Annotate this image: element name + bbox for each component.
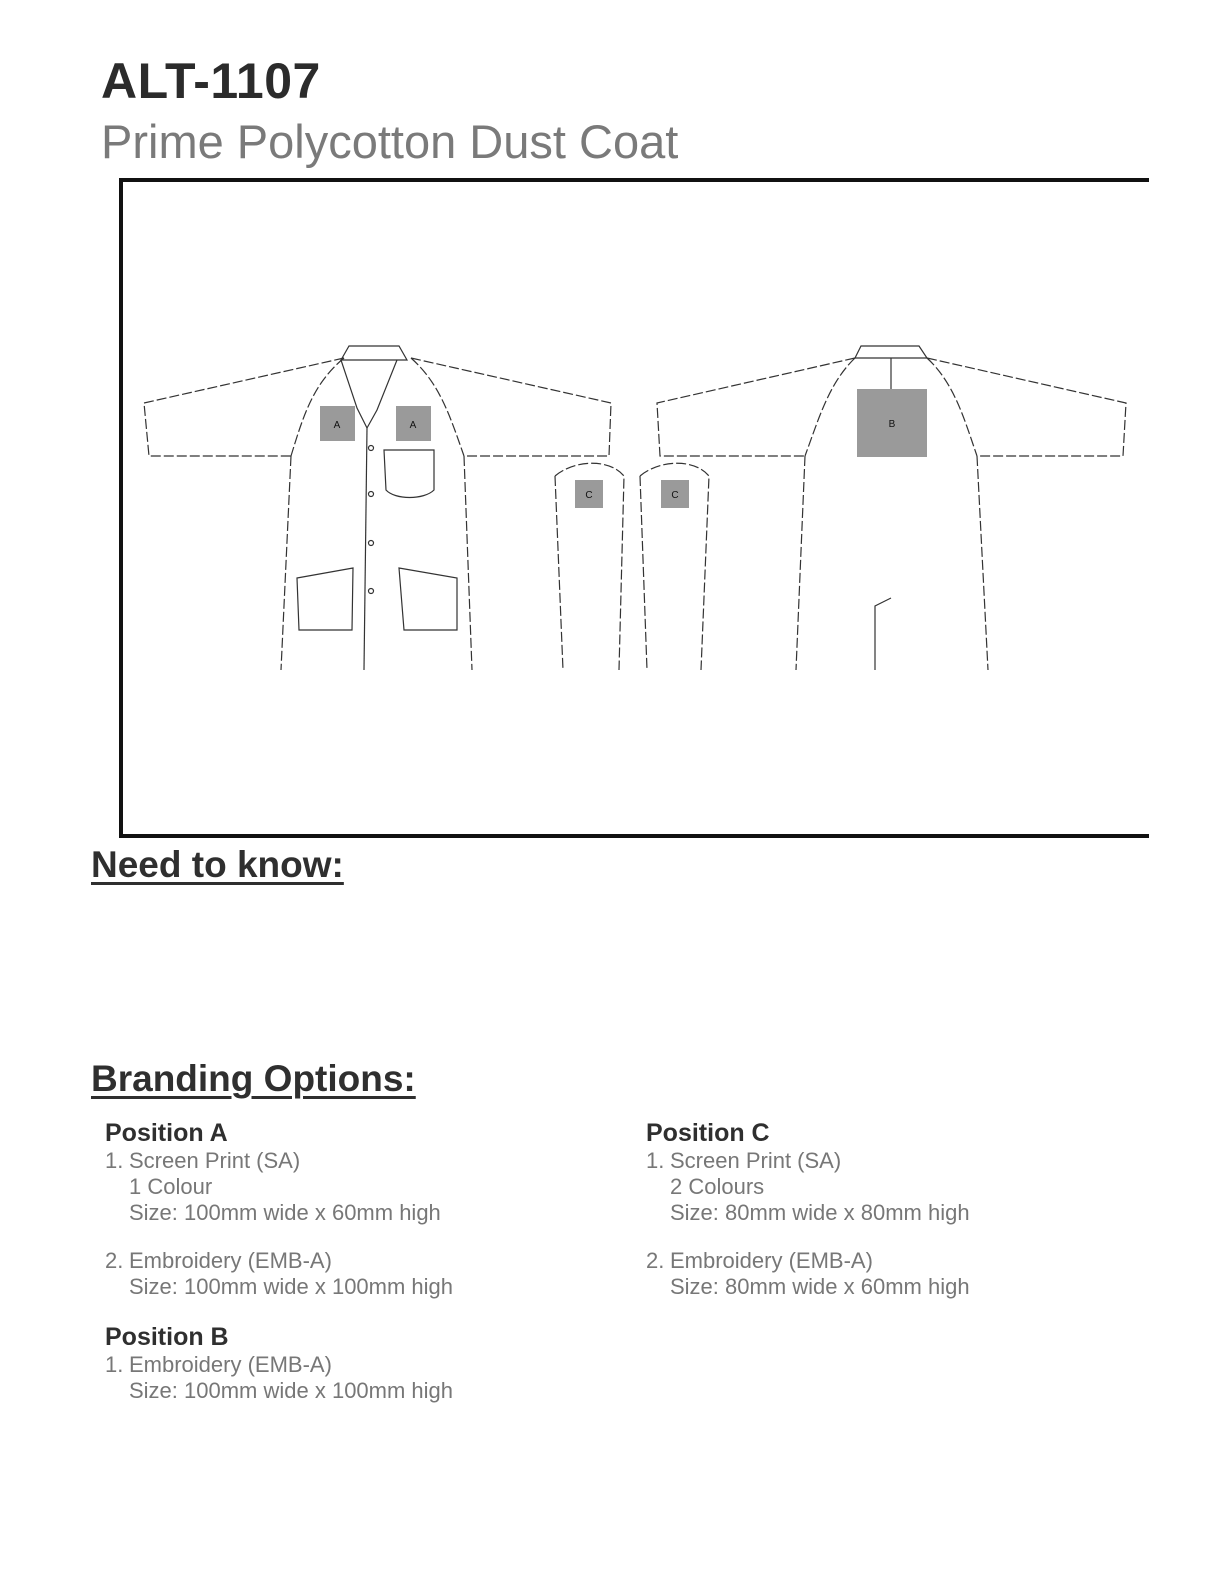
position-c-option-1 xyxy=(646,1148,1166,1226)
option-method: Screen Print (SA) xyxy=(129,1148,301,1173)
branding-column-left xyxy=(105,1118,625,1426)
garment-diagram xyxy=(119,178,1159,838)
option-method: Embroidery (EMB-A) xyxy=(129,1248,332,1273)
option-colours: 1 Colour xyxy=(129,1174,213,1199)
position-a-option-2 xyxy=(105,1248,625,1300)
branding-options-heading: Branding Options: xyxy=(91,1058,416,1099)
option-size: Size: 80mm wide x 60mm high xyxy=(670,1274,970,1299)
option-number: 1. xyxy=(105,1352,124,1377)
position-a-title: Position A xyxy=(105,1119,228,1147)
option-number: 2. xyxy=(646,1248,665,1273)
option-size: Size: 80mm wide x 80mm high xyxy=(670,1200,970,1225)
option-number: 1. xyxy=(105,1148,124,1173)
position-a xyxy=(105,1118,625,1300)
coat-front-view xyxy=(144,346,611,670)
option-number: 2. xyxy=(105,1248,124,1273)
position-c xyxy=(646,1118,1166,1300)
need-to-know-heading: Need to know: xyxy=(91,844,344,885)
position-a-option-1 xyxy=(105,1148,625,1226)
label-a-right: A xyxy=(409,420,417,431)
label-b: B xyxy=(888,419,896,430)
position-b xyxy=(105,1322,625,1404)
position-c-title: Position C xyxy=(646,1119,770,1147)
product-code: ALT-1107 xyxy=(101,53,321,109)
option-size: Size: 100mm wide x 100mm high xyxy=(129,1274,454,1299)
option-number: 1. xyxy=(646,1148,665,1173)
position-b-option-1 xyxy=(105,1352,625,1404)
label-a-left: A xyxy=(333,420,341,431)
branding-column-right xyxy=(646,1118,1166,1322)
position-b-title: Position B xyxy=(105,1323,229,1351)
option-colours: 2 Colours xyxy=(670,1174,765,1199)
option-size: Size: 100mm wide x 60mm high xyxy=(129,1200,441,1225)
option-size: Size: 100mm wide x 100mm high xyxy=(129,1378,454,1403)
label-c-right: C xyxy=(671,490,679,501)
product-name: Prime Polycotton Dust Coat xyxy=(101,115,679,168)
option-method: Embroidery (EMB-A) xyxy=(129,1352,332,1377)
label-c-left: C xyxy=(585,490,593,501)
position-c-option-2 xyxy=(646,1248,1166,1300)
option-method: Embroidery (EMB-A) xyxy=(670,1248,873,1273)
option-method: Screen Print (SA) xyxy=(670,1148,842,1173)
